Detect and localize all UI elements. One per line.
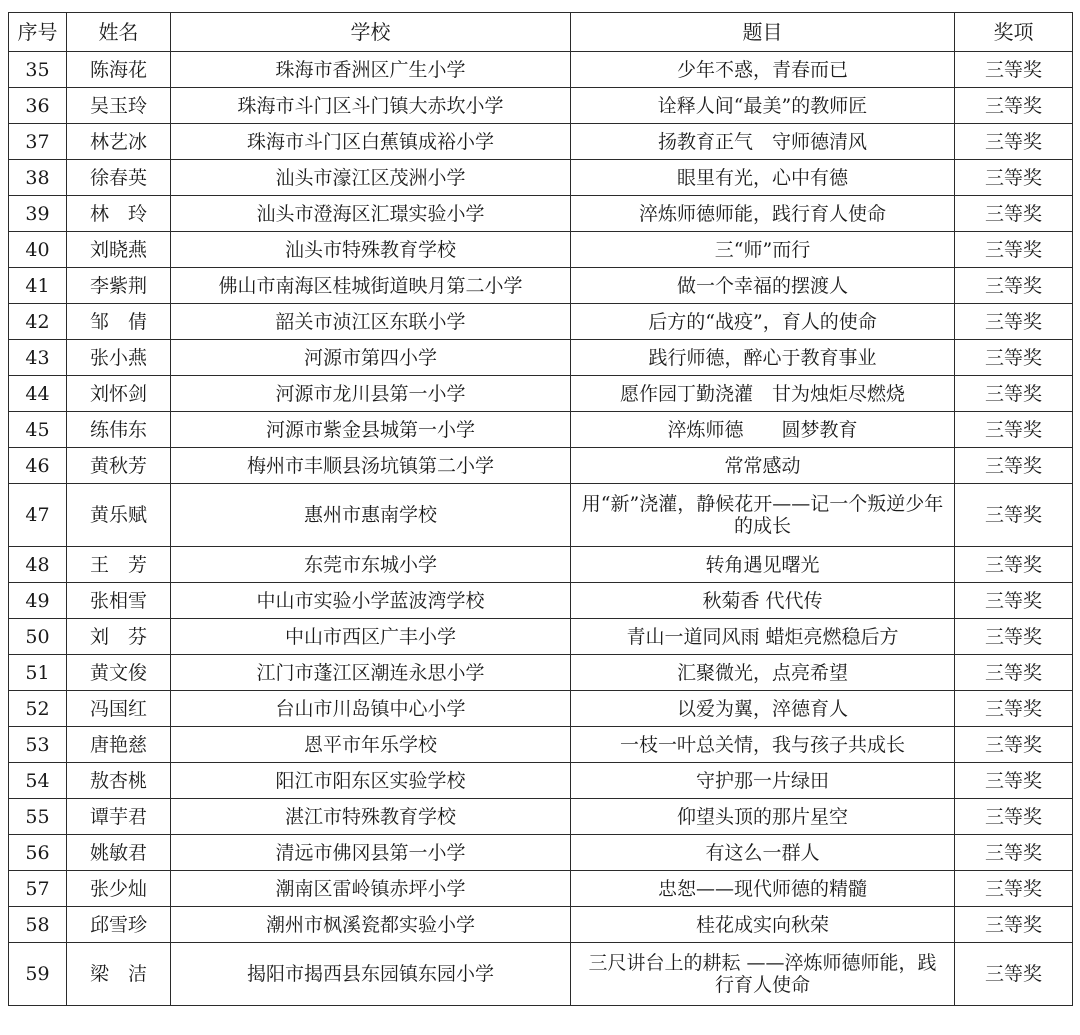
cell-title: 以爱为翼，淬德育人 (571, 691, 955, 727)
cell-award: 三等奖 (955, 583, 1073, 619)
cell-school: 汕头市濠江区茂洲小学 (171, 160, 571, 196)
cell-award: 三等奖 (955, 448, 1073, 484)
cell-name: 冯国红 (67, 691, 171, 727)
table-body (9, 52, 1073, 1006)
cell-school: 佛山市南海区桂城街道映月第二小学 (171, 268, 571, 304)
cell-title: 诠释人间“最美”的教师匠 (571, 88, 955, 124)
cell-name: 唐艳慈 (67, 727, 171, 763)
cell-title: 有这么一群人 (571, 835, 955, 871)
cell-school: 河源市第四小学 (171, 340, 571, 376)
cell-index: 42 (9, 304, 67, 340)
cell-name: 张小燕 (67, 340, 171, 376)
cell-index: 54 (9, 763, 67, 799)
cell-index: 43 (9, 340, 67, 376)
cell-index: 45 (9, 412, 67, 448)
cell-title: 桂花成实向秋荣 (571, 907, 955, 943)
cell-school: 潮南区雷岭镇赤坪小学 (171, 871, 571, 907)
cell-school: 惠州市惠南学校 (171, 484, 571, 547)
cell-award: 三等奖 (955, 484, 1073, 547)
cell-school: 江门市蓬江区潮连永思小学 (171, 655, 571, 691)
table-row (9, 655, 1073, 691)
table-row (9, 691, 1073, 727)
cell-school: 清远市佛冈县第一小学 (171, 835, 571, 871)
cell-school: 河源市紫金县城第一小学 (171, 412, 571, 448)
cell-award: 三等奖 (955, 871, 1073, 907)
table-row (9, 943, 1073, 1006)
header-name: 姓名 (67, 13, 171, 52)
cell-index: 49 (9, 583, 67, 619)
table-row (9, 52, 1073, 88)
cell-award: 三等奖 (955, 196, 1073, 232)
table-row (9, 412, 1073, 448)
cell-school: 湛江市特殊教育学校 (171, 799, 571, 835)
cell-name: 邱雪珍 (67, 907, 171, 943)
table-row (9, 763, 1073, 799)
header-award: 奖项 (955, 13, 1073, 52)
cell-name: 谭芋君 (67, 799, 171, 835)
table-row (9, 448, 1073, 484)
table-row (9, 232, 1073, 268)
cell-title: 守护那一片绿田 (571, 763, 955, 799)
award-table (8, 12, 1073, 1006)
cell-award: 三等奖 (955, 88, 1073, 124)
cell-title: 眼里有光，心中有德 (571, 160, 955, 196)
cell-school: 恩平市年乐学校 (171, 727, 571, 763)
cell-award: 三等奖 (955, 124, 1073, 160)
cell-award: 三等奖 (955, 268, 1073, 304)
cell-title: 转角遇见曙光 (571, 547, 955, 583)
table-row (9, 907, 1073, 943)
cell-award: 三等奖 (955, 547, 1073, 583)
cell-index: 47 (9, 484, 67, 547)
cell-index: 56 (9, 835, 67, 871)
cell-title: 做一个幸福的摆渡人 (571, 268, 955, 304)
cell-title: 忠恕——现代师德的精髓 (571, 871, 955, 907)
cell-award: 三等奖 (955, 691, 1073, 727)
cell-name: 黄文俊 (67, 655, 171, 691)
cell-award: 三等奖 (955, 232, 1073, 268)
cell-name: 李紫荆 (67, 268, 171, 304)
cell-name: 王 芳 (67, 547, 171, 583)
cell-index: 44 (9, 376, 67, 412)
table-row (9, 619, 1073, 655)
cell-name: 林艺冰 (67, 124, 171, 160)
cell-school: 珠海市香洲区广生小学 (171, 52, 571, 88)
cell-index: 41 (9, 268, 67, 304)
cell-index: 52 (9, 691, 67, 727)
cell-school: 河源市龙川县第一小学 (171, 376, 571, 412)
cell-school: 汕头市特殊教育学校 (171, 232, 571, 268)
table-row (9, 304, 1073, 340)
cell-title: 汇聚微光，点亮希望 (571, 655, 955, 691)
cell-school: 韶关市浈江区东联小学 (171, 304, 571, 340)
cell-award: 三等奖 (955, 304, 1073, 340)
cell-name: 黄秋芳 (67, 448, 171, 484)
cell-title: 三“师”而行 (571, 232, 955, 268)
cell-award: 三等奖 (955, 835, 1073, 871)
table-row (9, 124, 1073, 160)
cell-school: 珠海市斗门区斗门镇大赤坎小学 (171, 88, 571, 124)
cell-name: 练伟东 (67, 412, 171, 448)
table-row (9, 376, 1073, 412)
cell-title: 愿作园丁勤浇灌 甘为烛炬尽燃烧 (571, 376, 955, 412)
cell-title: 常常感动 (571, 448, 955, 484)
table-row (9, 88, 1073, 124)
cell-award: 三等奖 (955, 160, 1073, 196)
cell-index: 38 (9, 160, 67, 196)
cell-award: 三等奖 (955, 412, 1073, 448)
cell-school: 中山市实验小学蓝波湾学校 (171, 583, 571, 619)
cell-school: 潮州市枫溪瓷都实验小学 (171, 907, 571, 943)
cell-award: 三等奖 (955, 799, 1073, 835)
cell-school: 汕头市澄海区汇璟实验小学 (171, 196, 571, 232)
table-row (9, 160, 1073, 196)
cell-name: 张相雪 (67, 583, 171, 619)
cell-title: 淬炼师德师能，践行育人使命 (571, 196, 955, 232)
cell-index: 58 (9, 907, 67, 943)
cell-name: 吴玉玲 (67, 88, 171, 124)
cell-title: 后方的“战疫”，育人的使命 (571, 304, 955, 340)
cell-index: 40 (9, 232, 67, 268)
cell-award: 三等奖 (955, 943, 1073, 1006)
cell-name: 刘 芬 (67, 619, 171, 655)
cell-title: 扬教育正气 守师德清风 (571, 124, 955, 160)
table-header-row (9, 13, 1073, 52)
cell-title: 用“新”浇灌，静候花开——记一个叛逆少年的成长 (571, 484, 955, 547)
cell-school: 梅州市丰顺县汤坑镇第二小学 (171, 448, 571, 484)
table-row (9, 799, 1073, 835)
table-row (9, 547, 1073, 583)
cell-title: 淬炼师德 圆梦教育 (571, 412, 955, 448)
table-row (9, 340, 1073, 376)
cell-award: 三等奖 (955, 619, 1073, 655)
cell-name: 刘怀剑 (67, 376, 171, 412)
cell-award: 三等奖 (955, 52, 1073, 88)
cell-title: 青山一道同风雨 蜡炬亮燃稳后方 (571, 619, 955, 655)
table-row (9, 268, 1073, 304)
cell-school: 东莞市东城小学 (171, 547, 571, 583)
cell-title: 三尺讲台上的耕耘 ——淬炼师德师能，践行育人使命 (571, 943, 955, 1006)
cell-name: 陈海花 (67, 52, 171, 88)
cell-title: 少年不惑，青春而已 (571, 52, 955, 88)
cell-index: 51 (9, 655, 67, 691)
cell-index: 59 (9, 943, 67, 1006)
cell-index: 46 (9, 448, 67, 484)
cell-name: 黄乐赋 (67, 484, 171, 547)
cell-index: 50 (9, 619, 67, 655)
cell-index: 36 (9, 88, 67, 124)
cell-index: 55 (9, 799, 67, 835)
header-school: 学校 (171, 13, 571, 52)
header-index: 序号 (9, 13, 67, 52)
cell-index: 57 (9, 871, 67, 907)
cell-title: 秋菊香 代代传 (571, 583, 955, 619)
cell-name: 徐春英 (67, 160, 171, 196)
header-title: 题目 (571, 13, 955, 52)
cell-name: 邹 倩 (67, 304, 171, 340)
table-row (9, 871, 1073, 907)
cell-index: 48 (9, 547, 67, 583)
cell-index: 39 (9, 196, 67, 232)
cell-name: 梁 洁 (67, 943, 171, 1006)
cell-school: 台山市川岛镇中心小学 (171, 691, 571, 727)
table-row (9, 196, 1073, 232)
cell-name: 敖杏桃 (67, 763, 171, 799)
cell-index: 37 (9, 124, 67, 160)
cell-school: 阳江市阳东区实验学校 (171, 763, 571, 799)
table-row (9, 727, 1073, 763)
cell-school: 揭阳市揭西县东园镇东园小学 (171, 943, 571, 1006)
cell-name: 姚敏君 (67, 835, 171, 871)
table-row (9, 835, 1073, 871)
cell-title: 一枝一叶总关情，我与孩子共成长 (571, 727, 955, 763)
cell-school: 中山市西区广丰小学 (171, 619, 571, 655)
cell-index: 53 (9, 727, 67, 763)
cell-award: 三等奖 (955, 340, 1073, 376)
cell-index: 35 (9, 52, 67, 88)
cell-award: 三等奖 (955, 907, 1073, 943)
cell-award: 三等奖 (955, 727, 1073, 763)
cell-name: 刘晓燕 (67, 232, 171, 268)
table-row (9, 583, 1073, 619)
cell-award: 三等奖 (955, 763, 1073, 799)
table-row (9, 484, 1073, 547)
cell-award: 三等奖 (955, 376, 1073, 412)
cell-name: 林 玲 (67, 196, 171, 232)
cell-title: 践行师德，醉心于教育事业 (571, 340, 955, 376)
cell-title: 仰望头顶的那片星空 (571, 799, 955, 835)
cell-school: 珠海市斗门区白蕉镇成裕小学 (171, 124, 571, 160)
cell-award: 三等奖 (955, 655, 1073, 691)
cell-name: 张少灿 (67, 871, 171, 907)
